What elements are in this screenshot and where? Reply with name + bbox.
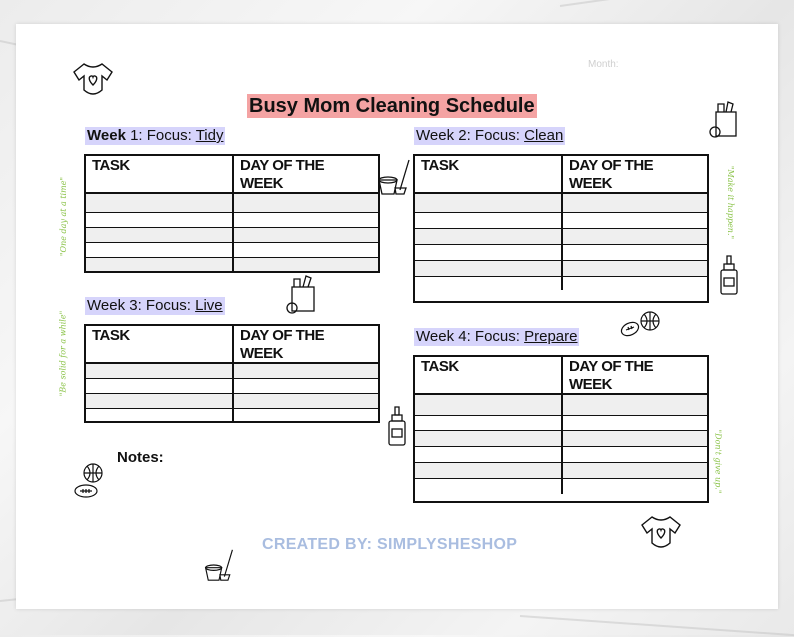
table-header	[86, 326, 378, 364]
table-row[interactable]	[415, 416, 707, 431]
day-header: DAY OF THE WEEK	[569, 157, 654, 192]
week-2-table	[413, 154, 709, 303]
week-3-table	[84, 324, 380, 423]
week-4-focus: Prepare	[524, 328, 578, 345]
week-3-prefix: Week	[87, 297, 126, 314]
quote-right-bottom: "Don't give up."	[713, 429, 723, 494]
week-4-label	[414, 328, 579, 346]
marble-vein	[560, 0, 794, 7]
week-1-prefix: Week	[87, 127, 126, 144]
table-row[interactable]	[415, 229, 707, 245]
week-1-table	[84, 154, 380, 273]
week-2-label	[414, 127, 565, 145]
table-row[interactable]	[86, 379, 378, 394]
week-1-focus: Tidy	[195, 127, 224, 144]
day-header: DAY OF THE WEEK	[569, 358, 654, 393]
week-3-number: 3: Focus:	[125, 297, 196, 314]
table-row[interactable]	[415, 463, 707, 479]
week-4-number: 4: Focus:	[454, 328, 525, 345]
table-row[interactable]	[86, 364, 378, 379]
week-2-prefix: Week	[416, 127, 455, 144]
marble-vein	[520, 615, 794, 637]
week-1-label	[85, 127, 225, 145]
table-row[interactable]	[415, 447, 707, 463]
glue-bottle-icon	[717, 254, 741, 296]
glue-bottle-icon	[385, 405, 409, 447]
grocery-bag-icon	[284, 274, 320, 316]
table-row[interactable]	[86, 243, 378, 258]
table-row[interactable]	[415, 261, 707, 277]
week-4-prefix: Week	[416, 328, 455, 345]
table-row[interactable]	[415, 395, 707, 416]
sports-balls-icon	[72, 462, 106, 500]
day-header: DAY OF THE WEEK	[240, 327, 325, 362]
week-3-label	[85, 297, 225, 315]
bucket-mop-icon	[376, 158, 412, 196]
bucket-mop-icon	[202, 548, 236, 582]
page-title: Busy Mom Cleaning Schedule	[249, 95, 535, 117]
sports-balls-icon	[620, 309, 662, 341]
onesie-icon	[638, 513, 684, 553]
table-row[interactable]	[415, 245, 707, 261]
week-2-focus: Clean	[524, 127, 564, 144]
table-row[interactable]	[86, 409, 378, 421]
table-row[interactable]	[86, 213, 378, 228]
notes-label: Notes:	[117, 449, 164, 466]
task-header: TASK	[86, 326, 234, 362]
quote-left-bottom: "Be solid for a while"	[58, 310, 68, 397]
table-row[interactable]	[415, 277, 707, 290]
task-header: TASK	[86, 156, 234, 192]
table-row[interactable]	[415, 431, 707, 447]
table-row[interactable]	[415, 213, 707, 229]
quote-right-top: "Make it happen."	[726, 165, 736, 240]
day-header: DAY OF THE WEEK	[240, 157, 325, 192]
task-header: TASK	[415, 357, 563, 393]
week-2-number: 2: Focus:	[454, 127, 525, 144]
table-row[interactable]	[86, 258, 378, 271]
onesie-icon	[70, 60, 116, 100]
credit-text: CREATED BY: SIMPLYSHESHOP	[262, 536, 518, 553]
grocery-bag-icon	[706, 100, 742, 140]
table-header	[415, 357, 707, 395]
week-1-number: 1: Focus:	[125, 127, 196, 144]
table-row[interactable]	[86, 394, 378, 409]
table-header	[415, 156, 707, 194]
week-4-table	[413, 355, 709, 503]
quote-left-top: "One day at a time"	[59, 176, 69, 257]
task-header: TASK	[415, 156, 563, 192]
week-3-focus: Live	[195, 297, 223, 314]
table-row[interactable]	[415, 479, 707, 494]
schedule-page	[16, 24, 778, 609]
table-row[interactable]	[86, 194, 378, 213]
table-row[interactable]	[415, 194, 707, 213]
table-row[interactable]	[86, 228, 378, 243]
table-header	[86, 156, 378, 194]
month-label: Month:	[588, 59, 619, 70]
